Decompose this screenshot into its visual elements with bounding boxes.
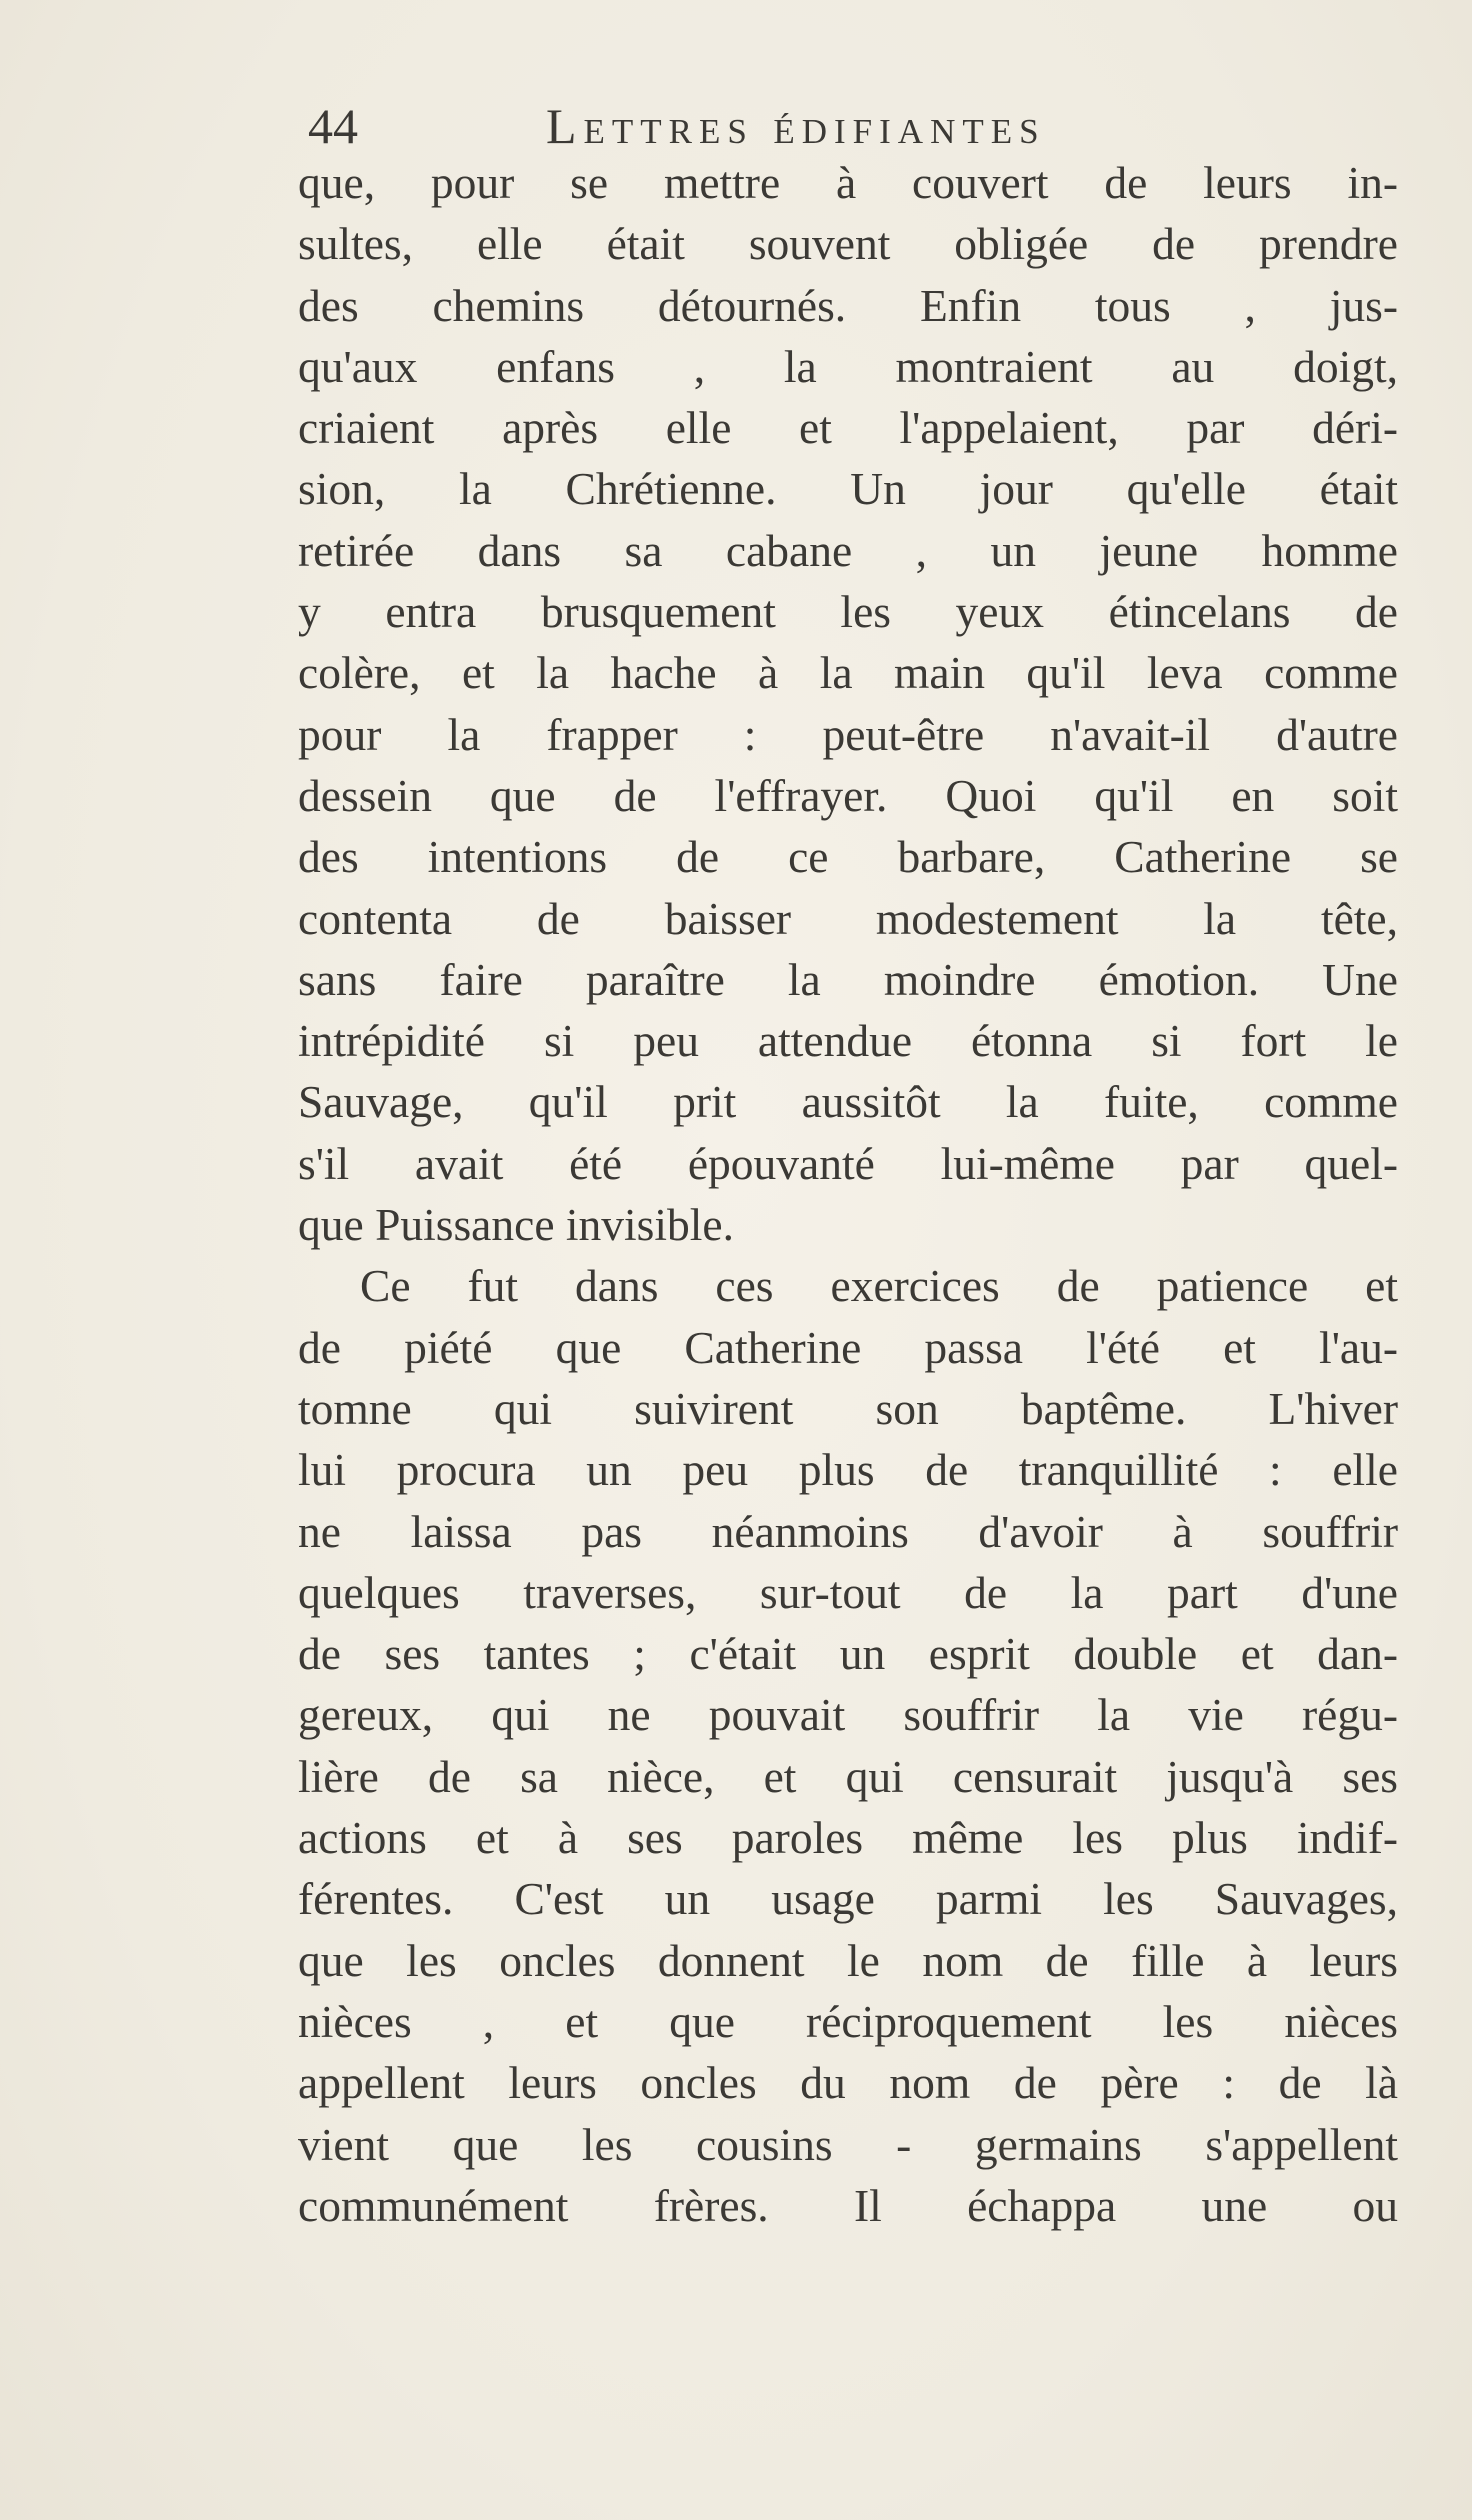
text-line: communément frères. Il échappa une ou (298, 2179, 1398, 2231)
page-text (298, 100, 1398, 2236)
body-text (298, 152, 1398, 2236)
text-line: intrépidité si peu attendue étonna si fort le (298, 1015, 1398, 1067)
text-line: sion, la Chrétienne. Un jour qu'elle était (298, 463, 1398, 515)
text-line: dessein que de l'effrayer. Quoi qu'il en soit (298, 769, 1398, 821)
text-line: tomne qui suivirent son baptême. L'hiver (298, 1382, 1398, 1434)
text-line: férentes. C'est un usage parmi les Sauvages, (298, 1873, 1398, 1925)
text-line: Sauvage, qu'il prit aussitôt la fuite, comme (298, 1076, 1398, 1128)
text-line: que, pour se mettre à couvert de leurs in- (298, 157, 1398, 208)
text-line: de piété que Catherine passa l'été et l'au- (298, 1321, 1398, 1373)
text-line: qu'aux enfans , la montraient au doigt, (298, 340, 1398, 392)
page-number: 44 (308, 98, 358, 154)
text-line: quelques traverses, sur-tout de la part d'une (298, 1566, 1398, 1618)
text-line: contenta de baisser modestement la tête, (298, 892, 1398, 944)
text-line: de ses tantes ; c'était un esprit double et dan- (298, 1628, 1398, 1680)
text-line: criaient après elle et l'appelaient, par déri- (298, 402, 1398, 454)
text-line: lui procura un peu plus de tranquillité : elle (298, 1444, 1398, 1496)
text-line: des intentions de ce barbare, Catherine se (298, 831, 1398, 883)
text-line: lière de sa nièce, et qui censurait jusqu'à ses (298, 1750, 1398, 1802)
running-title: Lettres édifiantes (546, 98, 1046, 154)
text-line: colère, et la hache à la main qu'il leva comme (298, 647, 1398, 699)
text-line: des chemins détournés. Enfin tous , jus- (298, 279, 1398, 331)
text-line: Ce fut dans ces exercices de patience et (360, 1260, 1398, 1312)
text-line: ne laissa pas néanmoins d'avoir à souffrir (298, 1505, 1398, 1557)
text-line: retirée dans sa cabane , un jeune homme (298, 524, 1398, 576)
text-line: nièces , et que réciproquement les nièces (298, 1995, 1398, 2047)
text-line: gereux, qui ne pouvait souffrir la vie régu- (298, 1689, 1398, 1741)
text-line: sultes, elle était souvent obligée de prendre (298, 218, 1398, 270)
page-header (298, 100, 1398, 152)
text-line: pour la frapper : peut-être n'avait-il d'autre (298, 708, 1398, 760)
text-line: que les oncles donnent le nom de fille à leurs (298, 1934, 1398, 1986)
text-line: vient que les cousins - germains s'appellent (298, 2118, 1398, 2170)
text-line: que Puissance invisible. (298, 1199, 734, 1251)
text-line: actions et à ses paroles même les plus indif- (298, 1812, 1398, 1864)
text-line: s'il avait été épouvanté lui-même par quel- (298, 1137, 1398, 1189)
text-line: sans faire paraître la moindre émotion. Une (298, 953, 1398, 1005)
text-line: y entra brusquement les yeux étincelans de (298, 586, 1398, 638)
text-line: appellent leurs oncles du nom de père : de là (298, 2057, 1398, 2109)
